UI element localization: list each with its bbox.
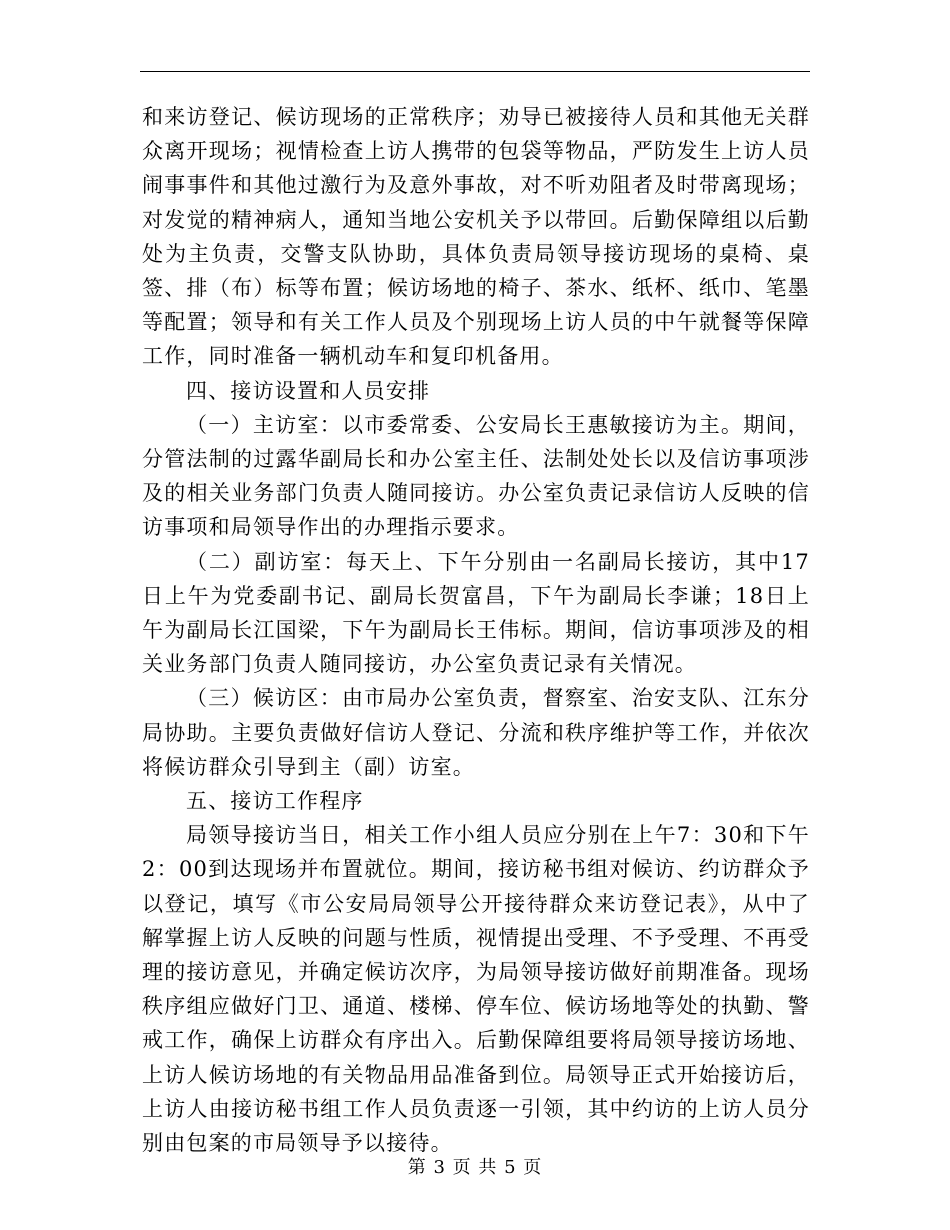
paragraph-procedure: 局领导接访当日，相关工作小组人员应分别在上午7：30和下午2：00到达现场并布置就位。期间，接访秘书组对候访、约访群众予以登记，填写《市公安局局领导公开接待群众来访登记表》，从中了解掌握上访人反映的问题与性质，视情提出受理、不予受理、不再受理的接访意见，并确定候访次序，为局领导接访做好前期准备。现场秩序组应做好门卫、通道、楼梯、停车位、候访场地等处的执勤、警戒工作，确保上访群众有序出入。后勤保障组要将局领导接访场地、上访人候访场地的有关物品用品准备到位。局领导正式开始接访后，上访人由接访秘书组工作人员负责逐一引领，其中约访的上访人员分别由包案的市局领导予以接待。 <box>142 823 810 1156</box>
page-footer: 第 3 页 共 5 页 <box>407 1157 543 1178</box>
document-body <box>142 100 810 1160</box>
paragraph-deputy-room: （二）副访室：每天上、下午分别由一名副局长接访，其中17日上午为党委副书记、副局长贺富昌，下午为副局长李谦；18日上午为副局长江国梁，下午为副局长王伟标。期间，信访事项涉及的相关业务部门负责人随同接访，办公室负责记录有关情况。 <box>142 549 810 677</box>
paragraph-1: 和来访登记、候访现场的正常秩序；劝导已被接待人员和其他无关群众离开现场；视情检查上访人携带的包袋等物品，严防发生上访人员闹事事件和其他过激行为及意外事故，对不听劝阻者及时带离现场；对发觉的精神病人，通知当地公安机关予以带回。后勤保障组以后勤处为主负责，交警支队协助，具体负责局领导接访现场的桌椅、桌签、排（布）标等布置；候访场地的椅子、茶水、纸杯、纸巾、笔墨等配置；领导和有关工作人员及个别现场上访人员的中午就餐等保障工作，同时准备一辆机动车和复印机备用。 <box>142 105 810 369</box>
header-rule <box>140 71 810 72</box>
section-heading-4: 四、接访设置和人员安排 <box>186 378 431 403</box>
paragraph-waiting-area: （三）候访区：由市局办公室负责，督察室、治安支队、江东分局协助。主要负责做好信访人登记、分流和秩序维护等工作，并依次将候访群众引导到主（副）访室。 <box>142 686 810 779</box>
paragraph-main-room: （一）主访室：以市委常委、公安局长王惠敏接访为主。期间，分管法制的过露华副局长和办公室主任、法制处处长以及信访事项涉及的相关业务部门负责人随同接访。办公室负责记录信访人反映的信访事项和局领导作出的办理指示要求。 <box>142 412 810 540</box>
section-heading-5: 五、接访工作程序 <box>186 789 364 814</box>
